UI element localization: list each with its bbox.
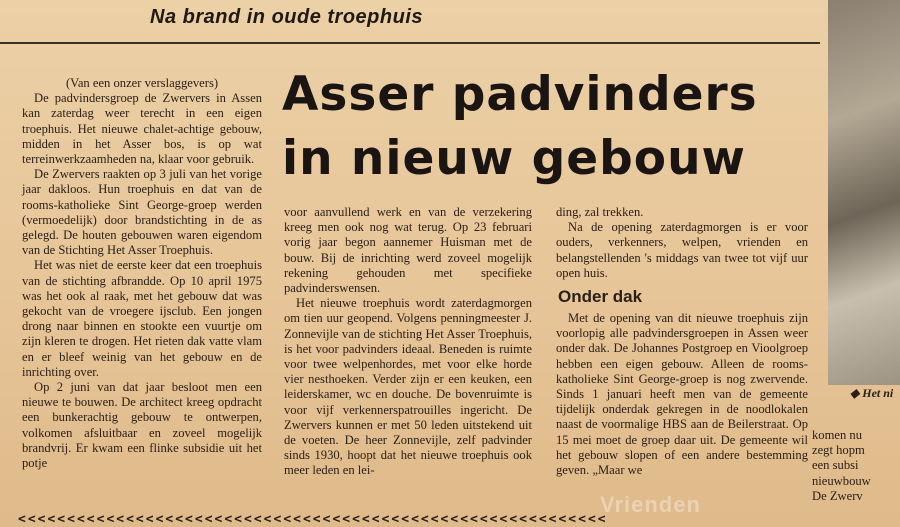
paragraph: Het nieuwe troephuis wordt zaterdagmorgen om tien uur geopend. Volgens penningmeester J. Zonnevijle van de stichting Het Asser Troephuis, is het voor padvinders ideaal. Beneden is ruimte voor twee welpenhordes, met voor elke horde vier nesthoeken. Verder zijn er een keuken, een leiderskamer, wc en douche. De bovenruimte is voor vijf verkennerspatrouilles ingericht. De Zwervers kunnen er met 50 leden uitstekend uit de voeten. De heer Zonnevijle, zelf padvinder sinds 1930, hoopt dat het nieuwe troephuis ook meer leden en lei- <box>284 296 532 478</box>
article-column-1 <box>22 76 262 471</box>
fragment-line: De Zwerv <box>812 488 863 503</box>
paragraph: De Zwervers raakten op 3 juli van het vorige jaar dakloos. Hun troephuis en dat van de rooms-katholieke Sint George-groep werden (vermoedelijk) door brandstichting in de as gelegd. De houten gebouwen waren eigendom van de Stichting Het Asser Troephuis. <box>22 167 262 258</box>
kicker-headline: Na brand in oude troephuis <box>150 6 424 28</box>
photo-fragment <box>828 0 900 385</box>
fragment-line: een subsi <box>812 458 859 473</box>
paragraph: voor aanvullend werk en van de verzekering kreeg men ook nog wat terug. Op 23 februari vorig jaar begon aannemer Huisman met de bouw. Bij de inrichting werd zoveel mogelijk rekening gehouden met specifieke padvinderswensen. <box>284 205 532 296</box>
subheading: Onder dak <box>558 287 643 307</box>
paragraph: Na de opening zaterdagmorgen is er voor ouders, verkenners, welpen, vrienden en belangstellenden 's middags van twee tot vijf uur open huis. <box>556 220 808 280</box>
caption-arrow-icon: ◆ <box>850 386 863 400</box>
main-headline <box>282 63 822 191</box>
adjacent-article-fragment <box>812 428 900 504</box>
watermark: Vrienden <box>600 492 701 517</box>
fragment-line: nieuwbouw <box>812 473 871 488</box>
byline: (Van een onzer verslaggevers) <box>65 76 219 90</box>
headline-line-1: Asser padvinders <box>282 67 758 122</box>
paragraph: Met de opening van dit nieuwe troephuis zijn voorlopig alle padvindersgroepen in Assen weer onder dak. De Johannes Postgroep en Vioolgroep hebben een eigen gebouw. Alleen de rooms-katholieke Sint George-groep is nog zwervende. Sinds 1 januari heeft men van de gemeente tijdelijk onderdak gekregen in de noodlokalen naast de voormalige HBS aan de Beilerstraat. Op 15 mei moet de groep daar uit. De gemeente wil het gebouw slopen of een andere bestemming geven. „Maar we <box>556 311 808 478</box>
paragraph: ding, zal trekken. <box>556 205 644 219</box>
caption-text: Het ni <box>862 386 894 400</box>
paragraph: Het was niet de eerste keer dat een troephuis van de stichting afbrandde. Op 10 april 1975 was het ook al raak, met het gebouw dat was gekocht van de vroegere ijsclub. Een jongen drong naar binnen en stookte een vuurtje om zijn kleren te drogen. Het rieten dak vatte vlam en er bleef weinig van het gebouw en de inrichting over. <box>22 258 262 379</box>
top-rule <box>0 42 820 44</box>
paragraph: Op 2 juni van dat jaar besloot men een nieuwe te bouwen. De architect kreeg opdracht een bunkerachtig gebouw te ontwerpen, volkomen afsluitbaar en zoveel mogelijk brandvrij. Er kwam een flinke subsidie uit het potje <box>22 380 262 471</box>
fragment-line: komen nu <box>812 428 863 442</box>
photo-caption <box>850 386 893 401</box>
paragraph: De padvindersgroep de Zwervers in Assen kan zaterdag weer terecht in een eigen troephuis. Het nieuwe chalet-achtige gebouw, midden in het Asser bos, is op wat terreinwerkzaamheden na, klaar voor gebruik. <box>22 91 262 167</box>
fragment-line: zegt hopm <box>812 443 865 458</box>
cut-line: <<<<<<<<<<<<<<<<<<<<<<<<<<<<<<<<<<<<<<<<<<<<<<<<<<<<<<<<<<<< <box>18 512 608 524</box>
headline-line-2: in nieuw gebouw <box>282 131 746 186</box>
article-column-3 <box>556 205 808 478</box>
article-column-2 <box>284 205 532 479</box>
